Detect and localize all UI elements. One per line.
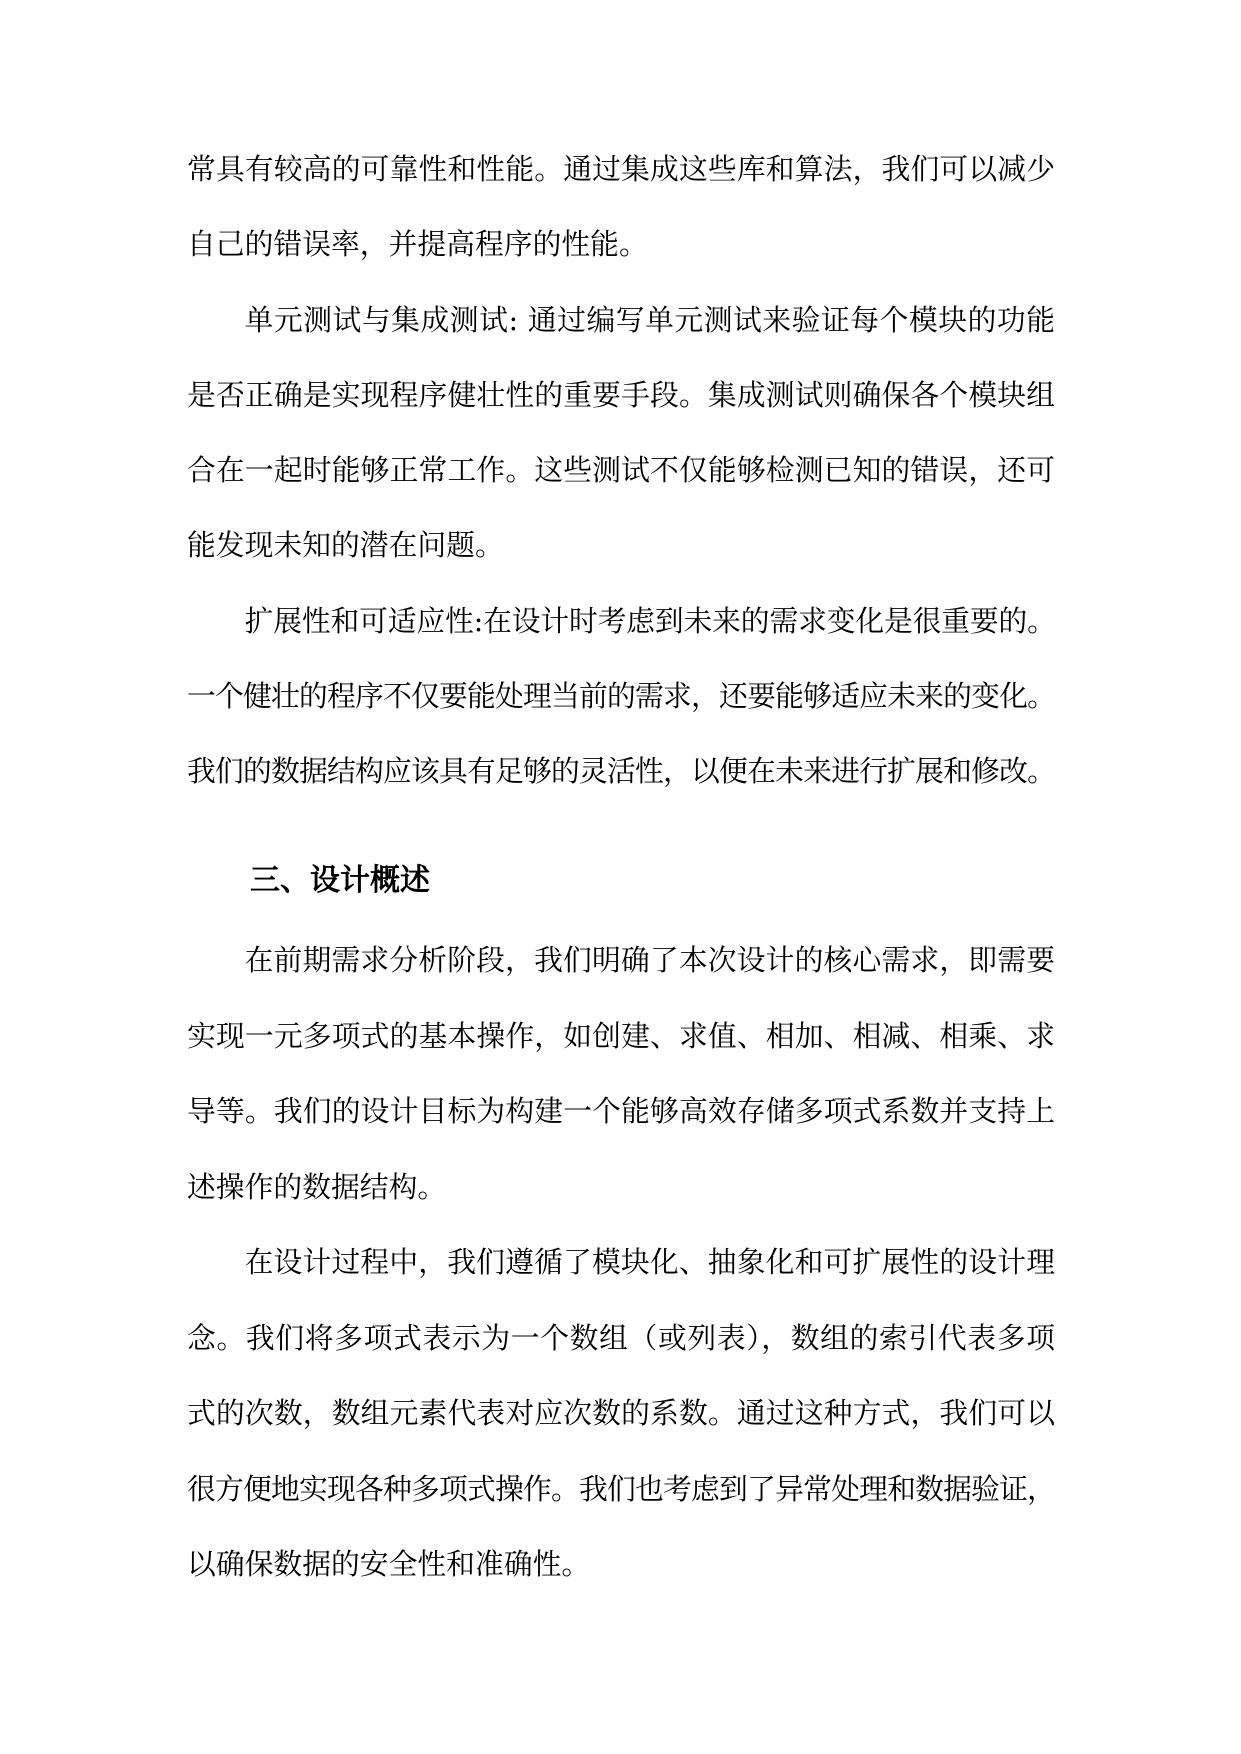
text-line: 实现一元多项式的基本操作，如创建、求值、相加、相减、相乘、求: [187, 1018, 1055, 1053]
paragraph-extensibility: [187, 584, 1055, 810]
continued-text-block: [187, 132, 1055, 810]
section-heading: 三、设计概述: [250, 863, 430, 898]
paragraph-requirements: [187, 923, 1055, 1225]
text-line: 我们的数据结构应该具有足够的灵活性，以便在未来进行扩展和修改。: [187, 754, 1055, 789]
text-line: 以确保数据的安全性和准确性。: [187, 1547, 591, 1581]
text-line: 式的次数，数组元素代表对应次数的系数。通过这种方式，我们可以: [187, 1396, 1055, 1430]
text-line: 扩展性和可适应性:在设计时考虑到未来的需求变化是很重要的。: [244, 603, 1055, 638]
text-line: 在设计过程中，我们遵循了模块化、抽象化和可扩展性的设计理: [244, 1245, 1055, 1279]
text-line: 念。我们将多项式表示为一个数组（或列表），数组的索引代表多项: [187, 1320, 1055, 1355]
text-line: 是否正确是实现程序健壮性的重要手段。集成测试则确保各个模块组: [187, 377, 1055, 412]
paragraph-libraries-continued: [187, 132, 1055, 283]
text-line: 一个健壮的程序不仅要能处理当前的需求，还要能够适应未来的变化。: [187, 679, 1055, 714]
text-line: 单元测试与集成测试: 通过编写单元测试来验证每个模块的功能: [244, 302, 1055, 337]
section-body: [187, 923, 1055, 1603]
text-line: 很方便地实现各种多项式操作。我们也考虑到了异常处理和数据验证，: [187, 1471, 1055, 1506]
text-line: 自己的错误率，并提高程序的性能。: [187, 227, 648, 262]
text-line: 述操作的数据结构。: [187, 1169, 447, 1204]
text-line: 合在一起时能够正常工作。这些测试不仅能够检测已知的错误，还可: [187, 453, 1055, 488]
text-line: 在前期需求分析阶段，我们明确了本次设计的核心需求，即需要: [244, 943, 1055, 977]
text-line: 能发现未知的潜在问题。: [187, 528, 504, 563]
paragraph-unit-integration-testing: [187, 283, 1055, 584]
text-line: 常具有较高的可靠性和性能。通过集成这些库和算法，我们可以减少: [187, 152, 1055, 186]
paragraph-design-process: [187, 1225, 1055, 1603]
text-line: 导等。我们的设计目标为构建一个能够高效存储多项式系数并支持上: [187, 1094, 1055, 1128]
